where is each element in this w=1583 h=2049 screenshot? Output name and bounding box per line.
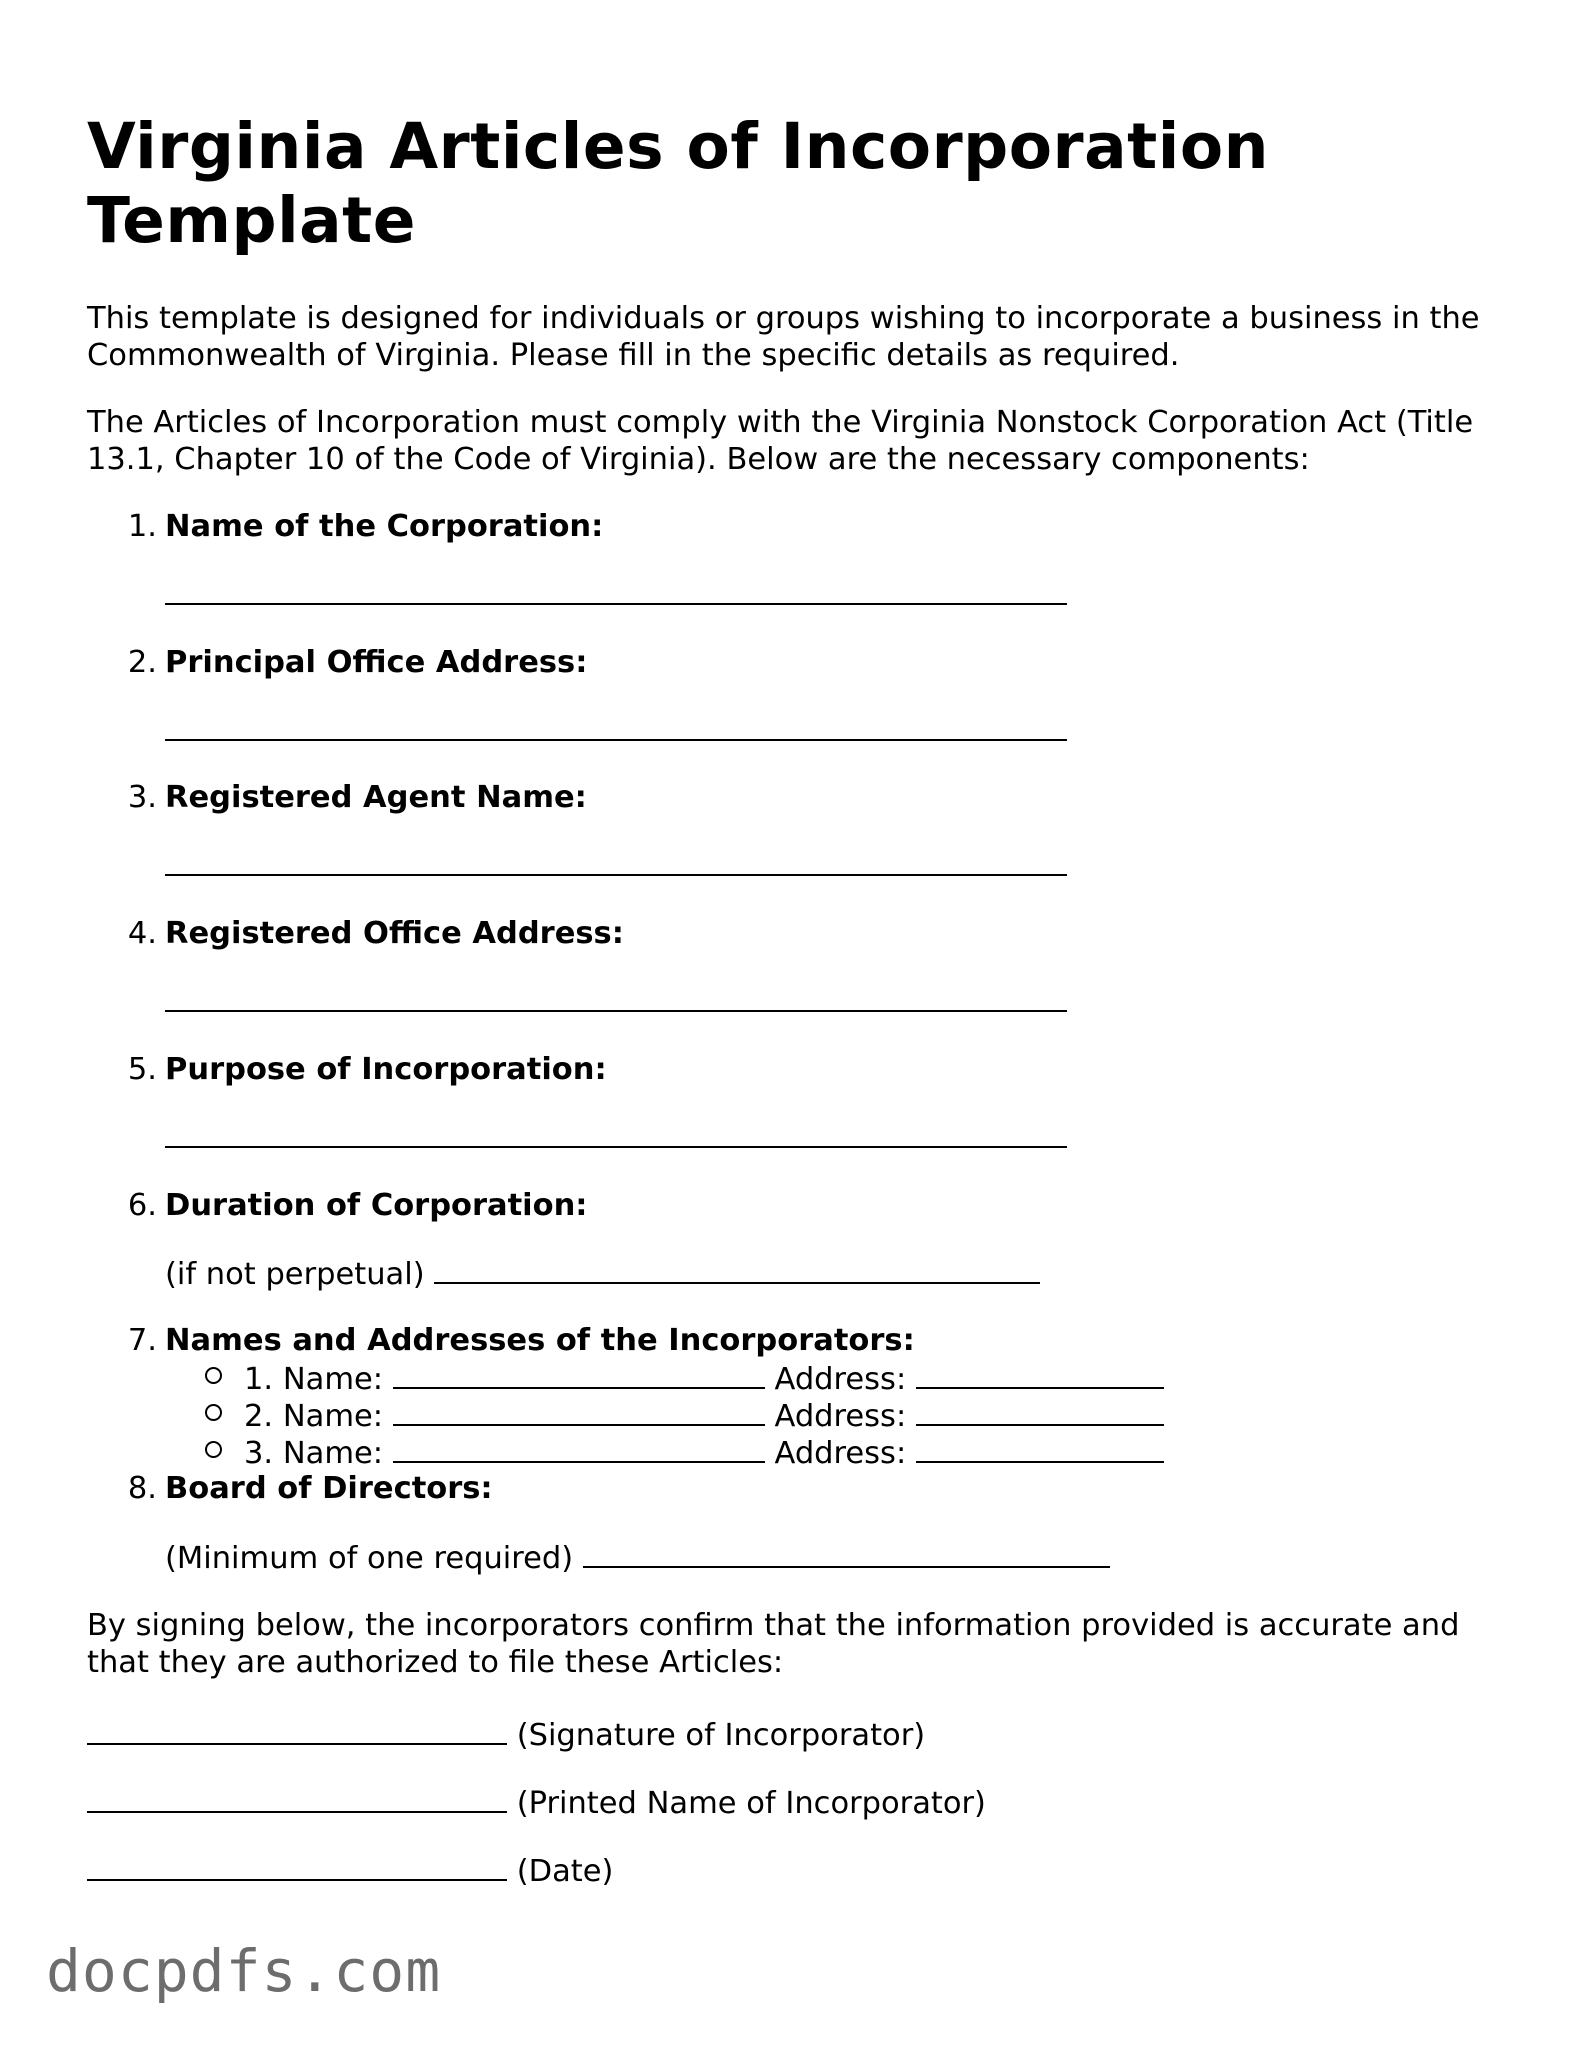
item-number: 2. <box>127 645 157 680</box>
watermark: docpdfs.com <box>46 1937 442 2005</box>
incorporator-name-field[interactable] <box>393 1359 765 1389</box>
item-label-principal-office: Principal Office Address: <box>165 645 588 680</box>
incorporator-name-field[interactable] <box>393 1396 765 1426</box>
item-number: 1. <box>127 509 157 544</box>
item-label-incorporators: Names and Addresses of the Incorporators: <box>165 1323 915 1358</box>
registered-agent-field[interactable] <box>165 846 1067 885</box>
item-number: 4. <box>127 916 157 951</box>
bullet-icon <box>205 1367 222 1384</box>
principal-office-field[interactable] <box>165 711 1067 750</box>
item-number: 3. <box>127 780 157 815</box>
bullet-icon <box>205 1441 222 1458</box>
bullet-icon <box>205 1404 222 1421</box>
board-note: (Minimum of one required) <box>165 1541 574 1576</box>
item-number: 7. <box>127 1323 157 1358</box>
name-label: Name: <box>282 1436 384 1471</box>
signature-label: (Signature of Incorporator) <box>516 1718 926 1753</box>
incorporator-row <box>205 1433 1164 1472</box>
address-label: Address: <box>774 1399 907 1434</box>
name-label: Name: <box>282 1399 384 1434</box>
date-row <box>87 1851 613 1890</box>
incorporator-number: 1. <box>244 1362 274 1397</box>
board-row <box>165 1538 1110 1577</box>
address-label: Address: <box>774 1436 907 1471</box>
incorporator-number: 3. <box>244 1436 274 1471</box>
incorporator-address-field[interactable] <box>916 1396 1164 1426</box>
printed-name-field[interactable] <box>87 1783 507 1813</box>
item-label-registered-agent: Registered Agent Name: <box>165 780 587 815</box>
incorporator-address-field[interactable] <box>916 1433 1164 1463</box>
signature-field[interactable] <box>87 1715 507 1745</box>
date-field[interactable] <box>87 1851 507 1881</box>
incorporator-name-field[interactable] <box>393 1433 765 1463</box>
registered-office-field[interactable] <box>165 982 1067 1021</box>
purpose-field[interactable] <box>165 1118 1067 1157</box>
item-label-registered-office: Registered Office Address: <box>165 916 624 951</box>
printed-name-row <box>87 1783 986 1822</box>
duration-field[interactable] <box>434 1254 1040 1284</box>
duration-note: (if not perpetual) <box>165 1257 425 1292</box>
corporation-name-field[interactable] <box>165 575 1067 614</box>
item-label-purpose: Purpose of Incorporation: <box>165 1052 607 1087</box>
printed-name-label: (Printed Name of Incorporator) <box>516 1786 986 1821</box>
item-number: 6. <box>127 1188 157 1223</box>
item-label-corporation-name: Name of the Corporation: <box>165 509 604 544</box>
address-label: Address: <box>774 1362 907 1397</box>
item-number: 8. <box>127 1471 157 1506</box>
date-label: (Date) <box>516 1854 614 1889</box>
incorporator-row <box>205 1359 1164 1398</box>
document-title: Virginia Articles of Incorporation Template <box>87 110 1269 257</box>
name-label: Name: <box>282 1362 384 1397</box>
incorporator-row <box>205 1396 1164 1435</box>
incorporator-address-field[interactable] <box>916 1359 1164 1389</box>
signing-paragraph: By signing below, the incorporators confirm that the information provided is accurate and that they are authorized to file these Articles: <box>87 1608 1460 1680</box>
compliance-paragraph: The Articles of Incorporation must comply with the Virginia Nonstock Corporation Act (Title 13.1, Chapter 10 of the Code of Virginia). Below are the necessary components: <box>87 405 1474 477</box>
board-field[interactable] <box>583 1538 1110 1568</box>
duration-row <box>165 1254 1040 1293</box>
item-number: 5. <box>127 1052 157 1087</box>
item-label-board: Board of Directors: <box>165 1471 493 1506</box>
intro-paragraph: This template is designed for individuals or groups wishing to incorporate a business in the Commonwealth of Virginia. Please fill in the specific details as required. <box>87 301 1480 373</box>
item-label-duration: Duration of Corporation: <box>165 1188 588 1223</box>
signature-row <box>87 1715 925 1754</box>
incorporator-number: 2. <box>244 1399 274 1434</box>
